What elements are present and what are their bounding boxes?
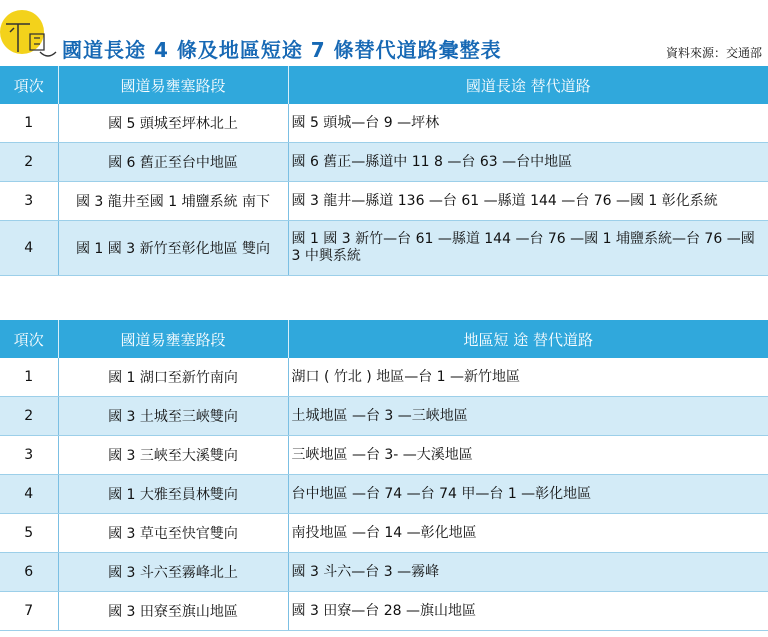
congested-segment: 國 3 三峽至大溪雙向 <box>58 436 288 475</box>
column-header-alternative: 地區短 途 替代道路 <box>288 320 768 358</box>
congested-segment: 國 3 田寮至旗山地區 <box>58 592 288 631</box>
column-header-segment: 國道易壅塞路段 <box>58 320 288 358</box>
logo-icon <box>0 8 60 68</box>
alternative-route: 三峽地區 —台 3- —大溪地區 <box>288 436 768 475</box>
alternative-route: 湖口 ( 竹北 ) 地區—台 1 —新竹地區 <box>288 358 768 397</box>
row-index: 3 <box>0 436 58 475</box>
row-index: 4 <box>0 221 58 276</box>
row-index: 1 <box>0 358 58 397</box>
congested-segment: 國 5 頭城至坪林北上 <box>58 104 288 143</box>
table-row <box>0 221 768 276</box>
alternative-route: 南投地區 —台 14 —彰化地區 <box>288 514 768 553</box>
congested-segment: 國 1 湖口至新竹南向 <box>58 358 288 397</box>
alternative-route: 國 1 國 3 新竹—台 61 —縣道 144 —台 76 —國 1 埔鹽系統—台 76 —國 3 中興系統 <box>288 221 768 276</box>
alternative-route: 國 3 田寮—台 28 —旗山地區 <box>288 592 768 631</box>
column-header-alternative: 國道長途 替代道路 <box>288 66 768 104</box>
alternative-route: 國 6 舊正—縣道中 11 8 —台 63 —台中地區 <box>288 143 768 182</box>
alternative-route: 台中地區 —台 74 —台 74 甲—台 1 —彰化地區 <box>288 475 768 514</box>
table-header-row <box>0 320 768 358</box>
row-index: 4 <box>0 475 58 514</box>
header <box>0 0 768 70</box>
row-index: 3 <box>0 182 58 221</box>
congested-segment: 國 1 國 3 新竹至彰化地區 雙向 <box>58 221 288 276</box>
row-index: 6 <box>0 553 58 592</box>
column-header-segment: 國道易壅塞路段 <box>58 66 288 104</box>
column-header-index: 項次 <box>0 66 58 104</box>
congested-segment: 國 3 龍井至國 1 埔鹽系統 南下 <box>58 182 288 221</box>
table-row <box>0 397 768 436</box>
alternative-route: 國 5 頭城—台 9 —坪林 <box>288 104 768 143</box>
table-row <box>0 514 768 553</box>
alternative-route: 國 3 斗六—台 3 —霧峰 <box>288 553 768 592</box>
row-index: 1 <box>0 104 58 143</box>
source-note: 資料來源：交通部 <box>665 46 762 60</box>
highway-long-route-table <box>0 66 768 276</box>
alternative-route: 國 3 龍井—縣道 136 —台 61 —縣道 144 —台 76 —國 1 彰化系統 <box>288 182 768 221</box>
table-row <box>0 104 768 143</box>
congested-segment: 國 1 大雅至員林雙向 <box>58 475 288 514</box>
congested-segment: 國 3 斗六至霧峰北上 <box>58 553 288 592</box>
page-title: 國道長途 4 條及地區短途 7 條替代道路彙整表 <box>62 38 502 62</box>
row-index: 7 <box>0 592 58 631</box>
table-row <box>0 553 768 592</box>
alternative-route: 土城地區 —台 3 —三峽地區 <box>288 397 768 436</box>
local-short-route-table <box>0 320 768 631</box>
table-row <box>0 475 768 514</box>
row-index: 2 <box>0 143 58 182</box>
table-row <box>0 592 768 631</box>
table-row <box>0 436 768 475</box>
table-row <box>0 358 768 397</box>
row-index: 2 <box>0 397 58 436</box>
congested-segment: 國 3 草屯至快官雙向 <box>58 514 288 553</box>
congested-segment: 國 3 土城至三峽雙向 <box>58 397 288 436</box>
column-header-index: 項次 <box>0 320 58 358</box>
table-row <box>0 182 768 221</box>
congested-segment: 國 6 舊正至台中地區 <box>58 143 288 182</box>
table-header-row <box>0 66 768 104</box>
row-index: 5 <box>0 514 58 553</box>
table-row <box>0 143 768 182</box>
